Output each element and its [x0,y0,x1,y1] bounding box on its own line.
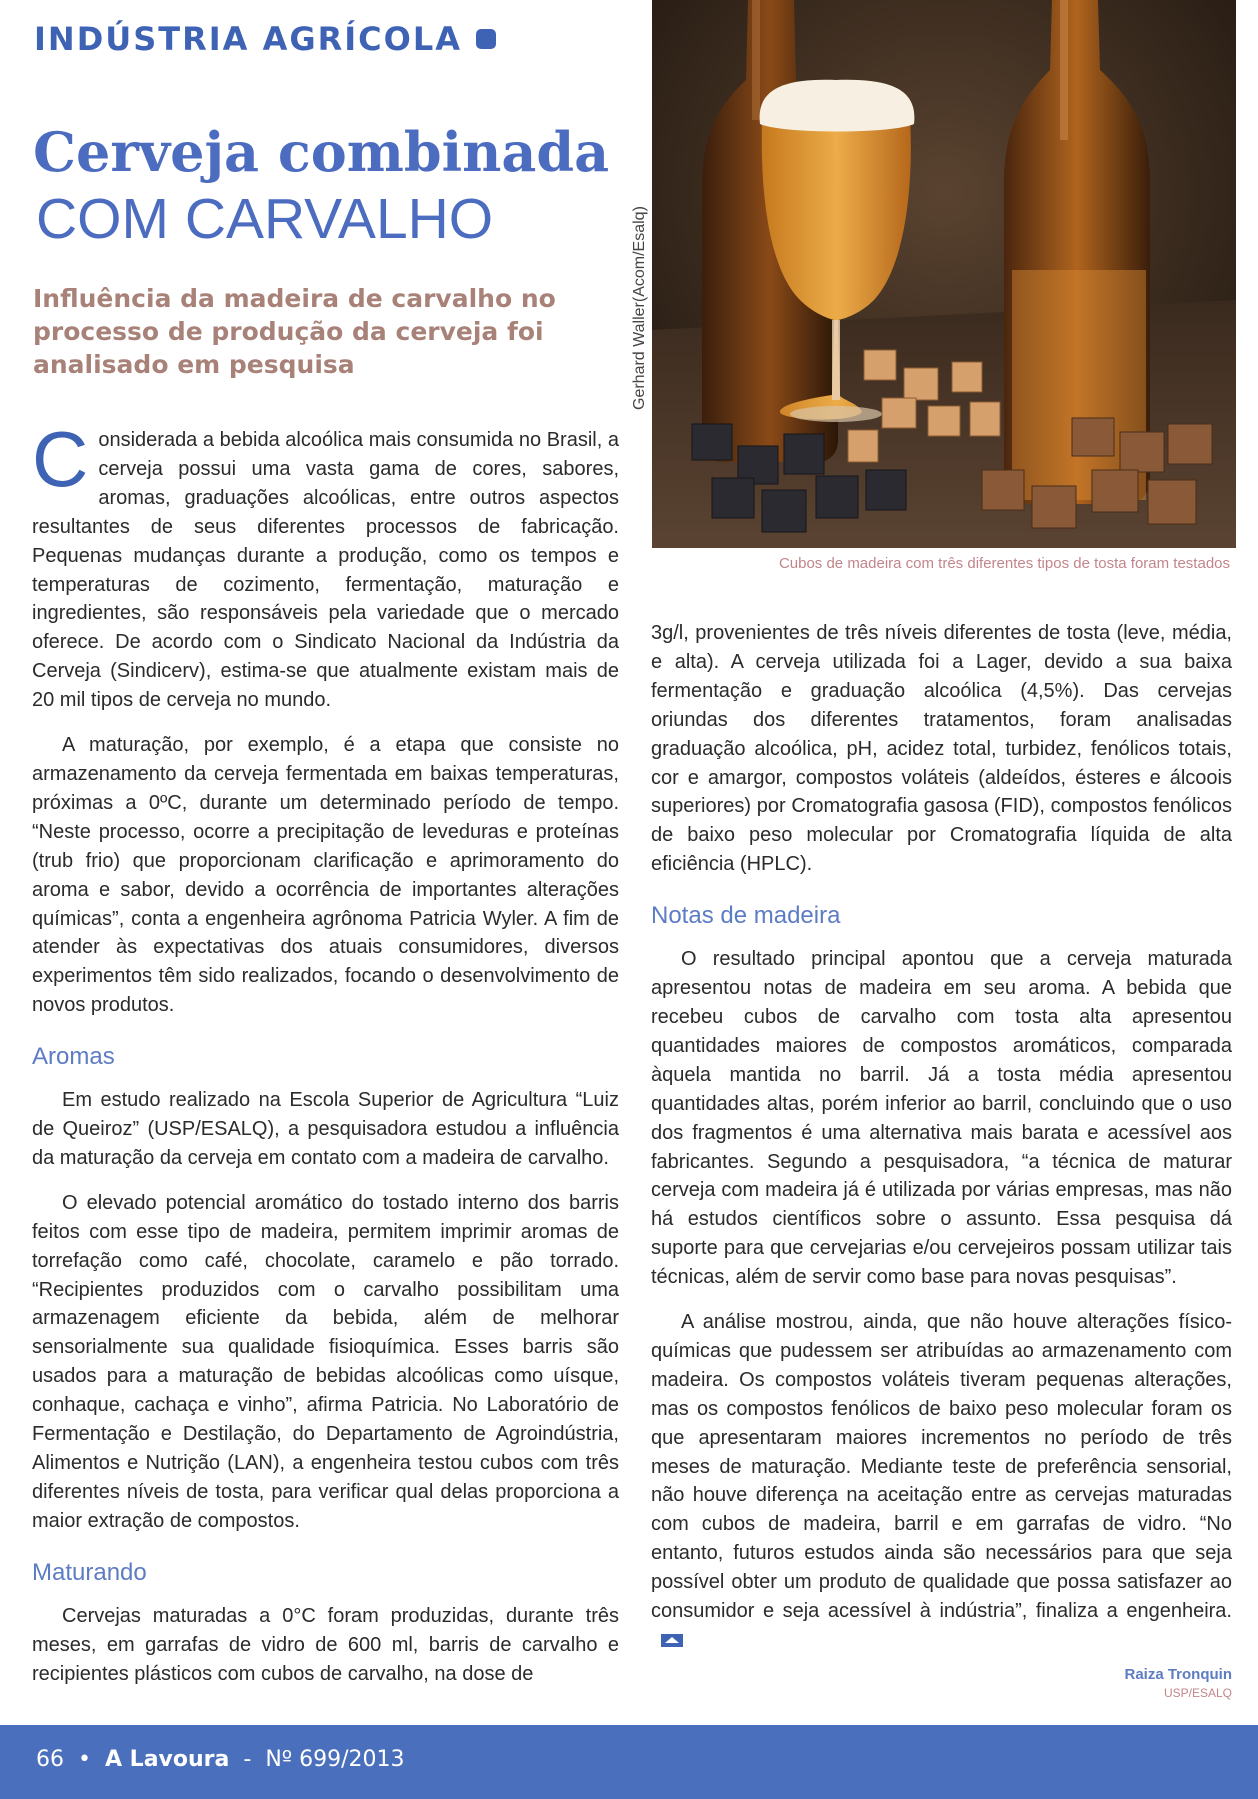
issue-number: Nº 699/2013 [265,1747,405,1772]
square-bullet-icon [476,29,496,49]
paragraph-8-text: A análise mostrou, ainda, que não houve alterações físico-químicas que pudessem ser atribuídas ao armazenamento com madeira. Os compostos voláteis tiveram pequenas alterações, mas os compostos fenólicos de baixo peso molecular foram os que apresentaram maiores incrementos no período de três meses de maturação. Mediante teste de preferência sensorial, não houve diferença na aceitação entre as cervejas maturadas com cubos de madeira, barril e em garrafas de vidro. “No entanto, futuros estudos ainda são necessários para que seja possível obter um produto de qualidade que possa satisfazer ao consumidor e seja acessível à indústria”, finaliza a engenheira. [651,1311,1232,1623]
subhead-aromas: Aromas [32,1043,115,1071]
paragraph-5: Cervejas maturadas a 0°C foram produzidas, durante três meses, em garrafas de vidro de 600 ml, barris de carvalho e recipientes plásticos com cubos de carvalho, na dose de [32,1604,619,1685]
article-deck: Influência da madeira de carvalho no processo de produção da cerveja foi analisado em pesquisa [33,284,556,379]
page-footer [0,1725,1258,1799]
section-label-text: INDÚSTRIA AGRÍCOLA [34,20,462,58]
page-number: 66 [36,1747,64,1772]
photo-caption: Cubos de madeira com três diferentes tipos de tosta foram testados [778,555,1230,572]
subhead-maturando: Maturando [32,1558,147,1586]
column-right [651,619,1232,1655]
end-of-article-icon [661,1634,683,1647]
article-title-line1: Cerveja combinada [33,120,610,184]
subhead-notas: Notas de madeira [651,902,841,930]
article-title-line2: COM CARVALHO [36,187,494,251]
beer-photo [652,0,1236,548]
paragraph-7: O resultado principal apontou que a cerveja maturada apresentou notas de madeira em seu aroma. A bebida que recebeu cubos de carvalho com tosta alta apresentou quantidades maiores de compostos aromáticos, comparada àquela mantida no barril. Já a tosta média apresentou quantidades altas, porém inferior ao barril, concluindo que o uso dos fragmentos é uma alternativa mais barata e acessível aos fabricantes. Segundo a pesquisadora, “a técnica de maturar cerveja com madeira já é utilizada por várias empresas, mas não há estudos científicos sobre o assunto. Essa pesquisa dá suporte para que cervejarias e/ou cervejeiros possam utilizar tais técnicas, além de servir como base para novas pesquisas”. [651,948,1232,1289]
author-block [1124,1665,1232,1701]
footer-text [36,1747,405,1772]
drop-cap: C [32,415,89,503]
footer-bullet: • [78,1747,91,1772]
paragraph-8 [651,1308,1232,1655]
paragraph-1 [32,415,619,715]
paragraph-2: A maturação, por exemplo, é a etapa que consiste no armazenamento da cerveja fermentada em baixas temperaturas, próximas a 0ºC, durante um determinado período de tempo. “Neste processo, ocorre a precipitação de leveduras e proteínas (trub frio) que proporcionam clarificação e aprimoramento do aroma e sabor, devido a ocorrência de importantes alterações químicas”, conta a engenheira agrônoma Patricia Wyler. A fim de atender às expectativas dos atuais consumidores, diversos experimentos têm sido realizados, focando o desenvolvimento de novos produtos. [32,734,619,1017]
photo-credit: Gerhard Waller(Acom/Esalq) [631,206,648,410]
paragraph-6: 3g/l, provenientes de três níveis diferentes de tosta (leve, média, e alta). A cerveja utilizada foi a Lager, devido a sua baixa fermentação e graduação alcoólica (4,5%). Das cervejas oriundas dos diferentes tratamentos, foram analisadas graduação alcoólica, pH, acidez total, turbidez, fenólicos totais, cor e amargor, compostos voláteis (aldeídos, ésteres e álcoois superiores) por Cromatografia gasosa (FID), compostos fenólicos de baixo peso molecular por Cromatografia líquida de alta eficiência (HPLC). [651,622,1232,876]
author-org: USP/ESALQ [1163,1686,1232,1700]
paragraph-1-text: onsiderada a bebida alcoólica mais consumida no Brasil, a cerveja possui uma vasta gama de cores, sabores, aromas, graduações alcoólicas, entre outros aspectos resultantes de seus diferentes processos de fabricação. Pequenas mudanças durante a produção, como os tempos e temperaturas de cozimento, fermentação, maturação e ingredientes, são responsáveis pela variedade que o mercado oferece. De acordo com o Sindicato Nacional da Indústria da Cerveja (Sindicerv), estima-se que atualmente existam mais de 20 mil tipos de cerveja no mundo. [32,429,619,712]
paragraph-4: O elevado potencial aromático do tostado interno dos barris feitos com esse tipo de madeira, permitem imprimir aromas de torrefação como café, chocolate, caramelo e pão torrado. “Recipientes produzidos com o carvalho possibilitam uma armazenagem eficiente da bebida, além de melhorar sensorialmente sua qualidade fisioquímica. Esses barris são usados para a maturação de bebidas alcoólicas como uísque, conhaque, cachaça e vinho”, afirma Patricia. No Laboratório de Fermentação e Destilação, do Departamento de Agroindústria, Alimentos e Nutrição (LAN), a engenheira testou cubos com três diferentes níveis de tosta, para verificar qual delas proporciona a maior extração de compostos. [32,1191,619,1532]
author-name: Raiza Tronquin [1124,1666,1232,1683]
magazine-name: A Lavoura [104,1747,230,1772]
column-left [32,415,619,1688]
section-label [34,20,496,58]
footer-dash: - [243,1747,252,1772]
paragraph-3: Em estudo realizado na Escola Superior de Agricultura “Luiz de Queiroz” (USP/ESALQ), a pesquisadora estudou a influência da maturação da cerveja em contato com a madeira de carvalho. [32,1089,619,1169]
